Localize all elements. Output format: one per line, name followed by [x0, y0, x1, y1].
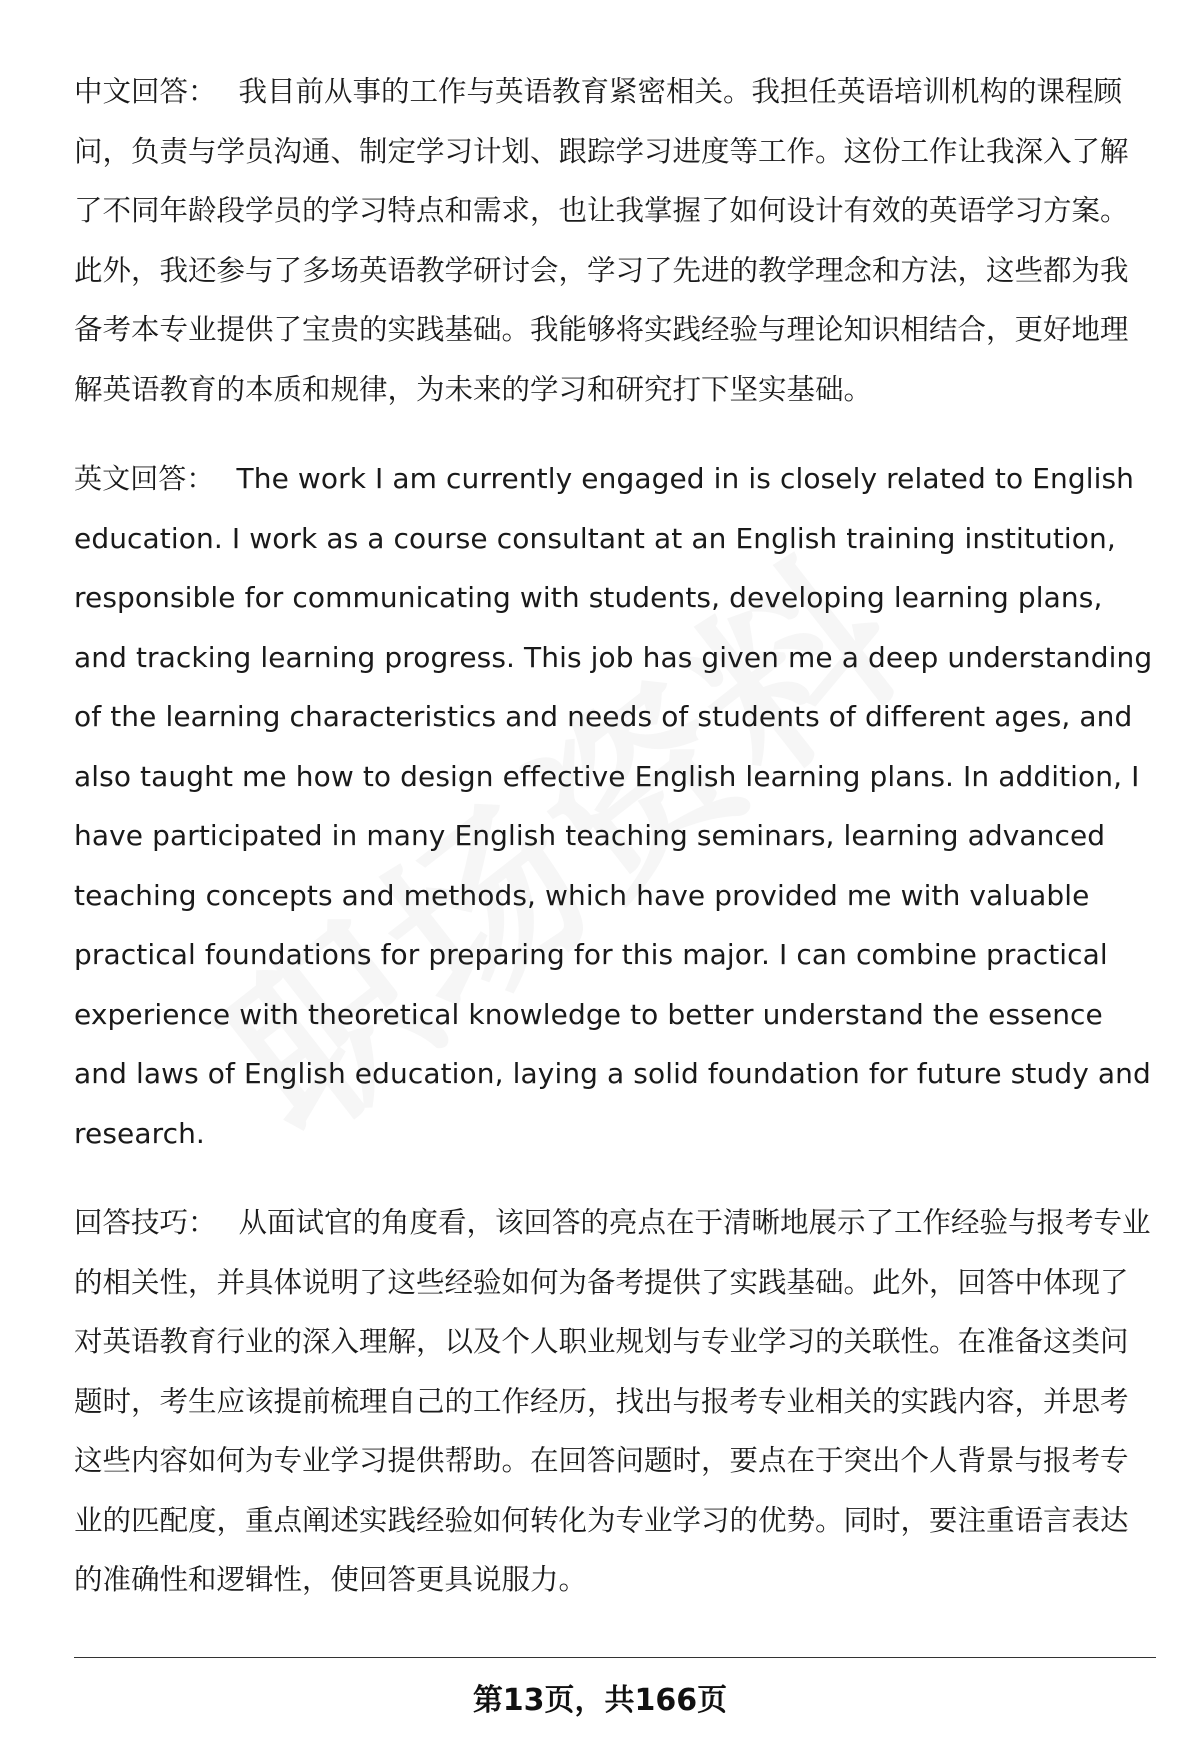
- document-body: [74, 62, 1154, 1640]
- english-answer-label: 英文回答：: [74, 462, 215, 495]
- answer-tips-paragraph: [74, 1193, 1154, 1610]
- answer-tips-label: 回答技巧：: [74, 1206, 217, 1239]
- chinese-answer-paragraph: [74, 62, 1154, 419]
- chinese-answer-label: 中文回答：: [74, 75, 217, 108]
- page-number: 第13页，共166页: [472, 1683, 728, 1718]
- footer-divider: [74, 1657, 1156, 1658]
- english-answer-paragraph: [74, 449, 1154, 1163]
- answer-tips-text: 从面试官的角度看，该回答的亮点在于清晰地展示了工作经验与报考专业的相关性，并具体说明了这些经验如何为备考提供了实践基础。此外，回答中体现了对英语教育行业的深入理解，以及个人职业规划与专业学习的关联性。在准备这类问题时，考生应该提前梳理自己的工作经历，找出与报考专业相关的实践内容，并思考这些内容如何为专业学习提供帮助。在回答问题时，要点在于突出个人背景与报考专业的匹配度，重点阐述实践经验如何转化为专业学习的优势。同时，要注重语言表达的准确性和逻辑性，使回答更具说服力。: [74, 1206, 1151, 1596]
- chinese-answer-text: 我目前从事的工作与英语教育紧密相关。我担任英语培训机构的课程顾问，负责与学员沟通、制定学习计划、跟踪学习进度等工作。这份工作让我深入了解了不同年龄段学员的学习特点和需求，也让我掌握了如何设计有效的英语学习方案。此外，我还参与了多场英语教学研讨会，学习了先进的教学理念和方法，这些都为我备考本专业提供了宝贵的实践基础。我能够将实践经验与理论知识相结合，更好地理解英语教育的本质和规律，为未来的学习和研究打下坚实基础。: [74, 75, 1129, 406]
- english-answer-text: The work I am currently engaged in is closely related to English education. I work as a course consultant at an English training institution, responsible for communicating with students, developing learning plans, and tracking learning progress. This job has given me a deep understanding of the learning characteristics and needs of students of different ages, and also taught me how to design effective English learning plans. In addition, I have participated in many English teaching seminars, learning advanced teaching concepts and methods, which have provided me with valuable practical foundations for preparing for this major. I can combine practical experience with theoretical knowledge to better understand the essence and laws of English education, laying a solid foundation for future study and research.: [74, 462, 1153, 1150]
